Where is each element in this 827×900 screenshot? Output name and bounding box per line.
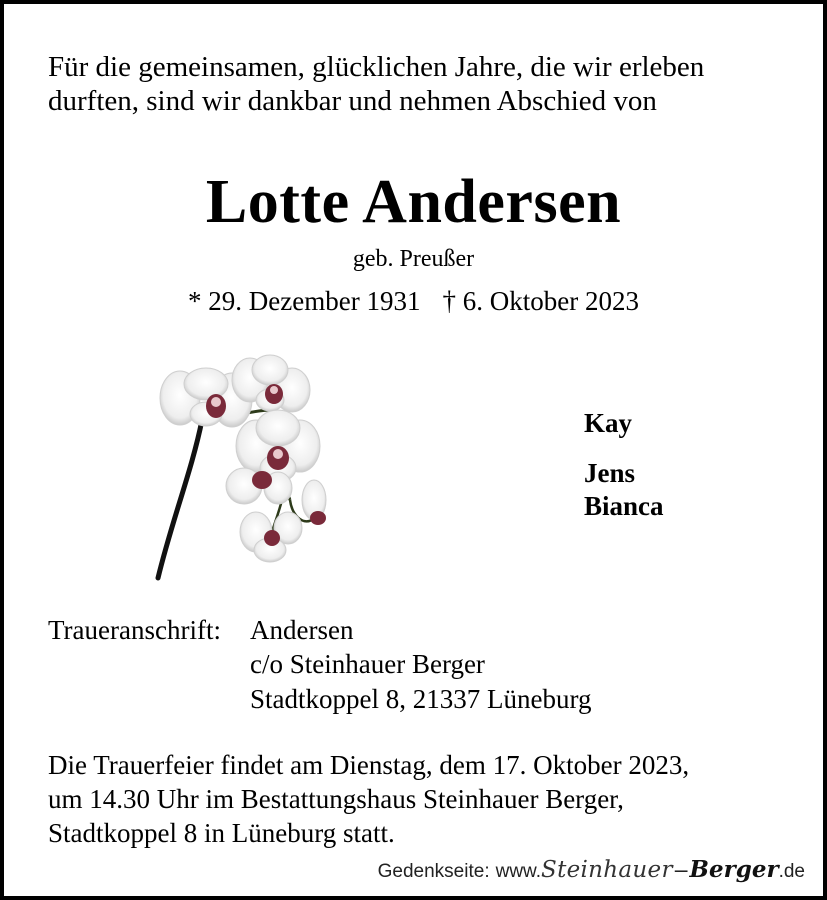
- intro-text: [48, 50, 788, 118]
- footer-dash: –: [674, 856, 688, 882]
- footer-brand-part1: Steinhauer: [541, 857, 673, 883]
- ceremony-line: Die Trauerfeier findet am Dienstag, dem 17. Oktober 2023,: [48, 750, 690, 780]
- mourner-name: Jens: [584, 458, 636, 488]
- footer-label: Gedenkseite:: [377, 861, 490, 882]
- ceremony-line: Stadtkoppel 8 in Lüneburg statt.: [48, 818, 395, 848]
- memorial-page-link[interactable]: [378, 856, 805, 886]
- orchid-flower-icon: [152, 350, 338, 582]
- deceased-name: Lotte Andersen: [205, 168, 622, 236]
- address-line: c/o Steinhauer Berger: [250, 649, 485, 679]
- address-line: Stadtkoppel 8, 21337 Lüneburg: [250, 684, 592, 714]
- mourner-name: Kay: [584, 408, 633, 438]
- footer-www: www.: [495, 861, 542, 882]
- address-line: Andersen: [250, 615, 354, 645]
- address-label: Traueranschrift:: [48, 615, 221, 645]
- mourner-name: Bianca: [584, 491, 664, 521]
- life-dates: [4, 285, 823, 317]
- footer-tld: .de: [778, 861, 805, 882]
- intro-line: durften, sind wir dankbar und nehmen Abschied von: [48, 85, 657, 117]
- intro-line: Für die gemeinsamen, glücklichen Jahre, die wir erleben: [48, 51, 705, 83]
- death-date: † 6. Oktober 2023: [442, 286, 639, 316]
- ceremony-text: [48, 748, 788, 850]
- birth-name: geb. Preußer: [352, 246, 475, 272]
- footer-brand-part2: Berger: [689, 856, 779, 883]
- ceremony-line: um 14.30 Uhr im Bestattungshaus Steinhauer Berger,: [48, 784, 624, 814]
- birth-date: * 29. Dezember 1931: [188, 286, 421, 316]
